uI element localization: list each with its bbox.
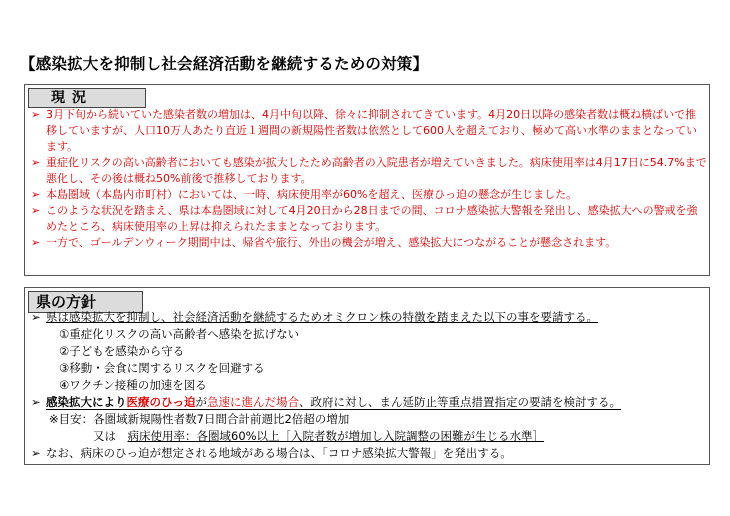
prefecture-policy-box — [24, 287, 710, 465]
arrow-bullet-icon: ➢ — [31, 236, 41, 249]
policy-list — [29, 309, 707, 462]
policy-heading: 県の方針 — [28, 291, 143, 313]
policy-note-2: 又は 病床使用率：各圏域60%以上［入院者数が増加し入院調整の困難が生じる水準］ — [93, 429, 545, 443]
current-item: ➢ 重症化リスクの高い高齢者においても感染が拡大したため高齢者の入院患者が増えていきました。病床使用率は4月17日に54.7%まで悪化し、その後は概ね50%前後で推移しております。 — [31, 156, 707, 185]
current-item: ➢ 一方で、ゴールデンウィーク期間中は、帰省や旅行、外出の機会が増え、感染拡大につながることが懸念されます。 — [31, 236, 617, 249]
policy-intro: ➢ 県は感染拡大を抑制し、社会経済活動を継続するためオミクロン株の特徴を踏まえた以下の事を要請する。 — [31, 310, 598, 324]
arrow-bullet-icon: ➢ — [31, 446, 41, 460]
policy-note-1: ※目安：各圏域新規陽性者数7日間合計前週比2倍超の増加 — [49, 412, 350, 426]
policy-alert: ➢ 感染拡大により医療のひっ迫が急速に進んだ場合、政府に対し、まん延防止等重点措置指定の要請を検討する。 — [31, 395, 621, 409]
arrow-bullet-icon: ➢ — [31, 188, 41, 201]
policy-subitem: ③移動・会食に関するリスクを回避する — [59, 361, 265, 375]
current-status-box — [24, 84, 710, 276]
page-title: 【感染拡大を抑制し社会経済活動を継続するための対策】 — [20, 55, 429, 73]
current-status-list — [29, 107, 707, 251]
arrow-bullet-icon: ➢ — [31, 204, 41, 217]
current-item: ➢ このような状況を踏まえ、県は本島圏域に対して4月20日から28日までの間、コロナ感染拡大警報を発出し、感染拡大への警戒を強めたところ、病床使用率の上昇は抑えられたままとなっております。 — [31, 204, 698, 233]
policy-subitem: ④ワクチン接種の加速を図る — [59, 378, 207, 392]
current-status-heading: 現況 — [28, 88, 146, 108]
arrow-bullet-icon: ➢ — [31, 310, 41, 324]
arrow-bullet-icon: ➢ — [31, 395, 41, 409]
current-item: ➢ 3月下旬から続いていた感染者数の増加は、4月中旬以降、徐々に抑制されてきています。4月20日以降の感染者数は概ね横ばいで推移していますが、人口10万人あたり直近１週間の新規陽性者数は依然として600人を超えており、極めて高い水準のままとなっています。 — [31, 108, 697, 153]
current-item: ➢ 本島圏域（本島内市町村）においては、一時、病床使用率が60%を超え、医療ひっ迫の懸念が生じました。 — [31, 188, 578, 201]
arrow-bullet-icon: ➢ — [31, 156, 41, 169]
policy-last: ➢ なお、病床のひっ迫が想定される地域がある場合は、「コロナ感染拡大警報」を発出する。 — [31, 446, 512, 460]
policy-subitem: ②子どもを感染から守る — [59, 344, 185, 358]
arrow-bullet-icon: ➢ — [31, 108, 41, 121]
policy-subitem: ①重症化リスクの高い高齢者へ感染を拡げない — [59, 327, 300, 341]
